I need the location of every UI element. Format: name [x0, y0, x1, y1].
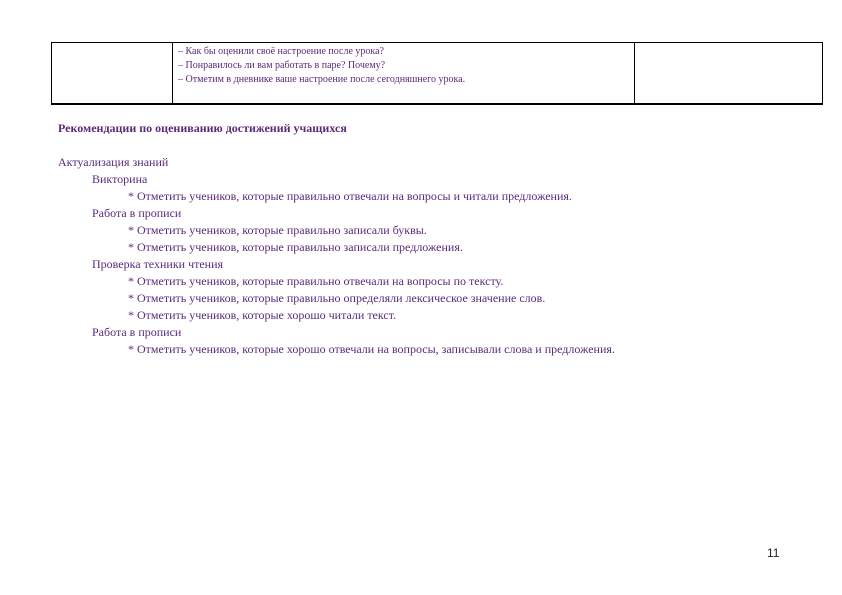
table-row	[52, 43, 823, 105]
question-line: – Понравилось ли вам работать в паре? Почему?	[178, 60, 386, 71]
section-title: Актуализация знаний	[58, 155, 169, 169]
subsection-title: Работа в прописи	[92, 325, 182, 339]
page-number: 11	[767, 546, 780, 560]
recommendations-list	[58, 154, 818, 358]
subsection-title: Викторина	[92, 172, 148, 186]
recommendation-item: * Отметить учеников, которые правильно записали предложения.	[128, 240, 463, 254]
recommendation-item: * Отметить учеников, которые правильно записали буквы.	[128, 223, 427, 237]
recommendation-item: * Отметить учеников, которые правильно отвечали на вопросы по тексту.	[128, 274, 504, 288]
table-cell-empty-left	[52, 43, 173, 105]
recommendations-heading: Рекомендации по оцениванию достижений учащихся	[58, 121, 347, 135]
recommendations-section	[58, 120, 818, 358]
recommendation-item: * Отметить учеников, которые хорошо отвечали на вопросы, записывали слова и предложения.	[128, 342, 615, 356]
table-cell-questions	[173, 43, 635, 105]
table-cell-empty-right	[635, 43, 823, 105]
question-line: – Отметим в дневнике ваше настроение после сегодняшнего урока.	[178, 74, 466, 85]
recommendation-item: * Отметить учеников, которые правильно определяли лексическое значение слов.	[128, 291, 546, 305]
question-line: – Как бы оценили своё настроение после урока?	[178, 46, 384, 57]
subsection-title: Работа в прописи	[92, 206, 182, 220]
recommendation-item: * Отметить учеников, которые хорошо читали текст.	[128, 308, 397, 322]
lesson-table	[51, 42, 823, 105]
recommendation-item: * Отметить учеников, которые правильно отвечали на вопросы и читали предложения.	[128, 189, 572, 203]
subsection-title: Проверка техники чтения	[92, 257, 224, 271]
